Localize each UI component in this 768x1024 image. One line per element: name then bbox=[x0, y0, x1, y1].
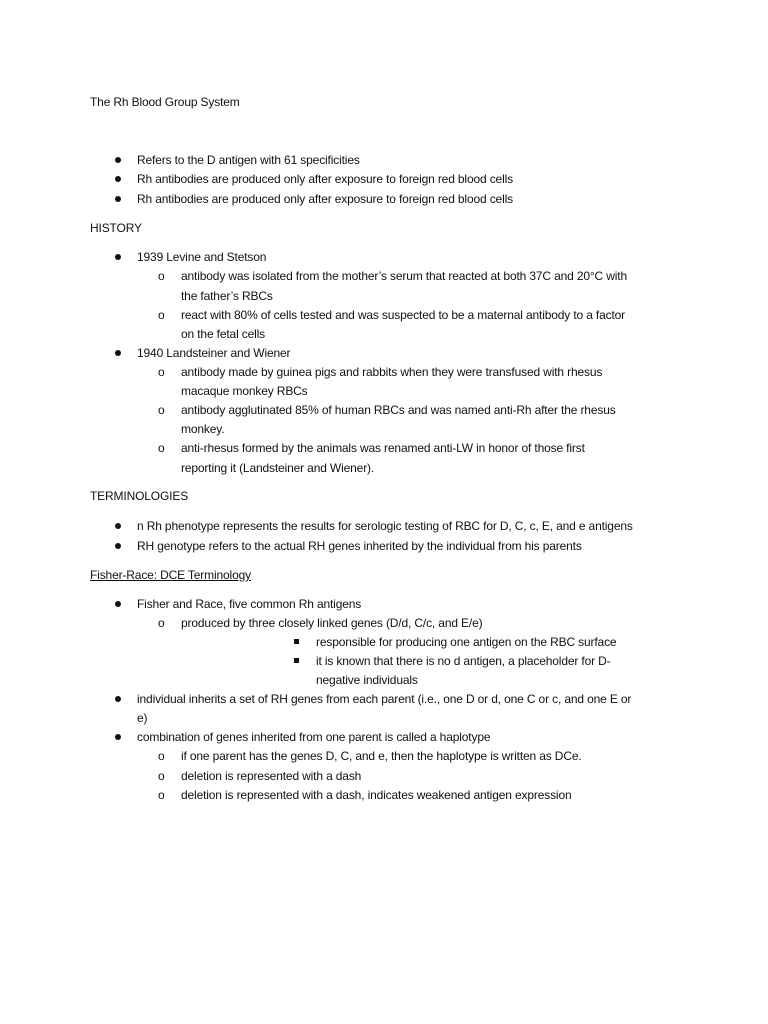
document-title: The Rh Blood Group System bbox=[90, 95, 240, 109]
history-item-1-sub-1: antibody was isolated from the mother’s serum that reacted at both 37C and 20°C with bbox=[181, 269, 628, 283]
history-item-2-sub-2: antibody agglutinated 85% of human RBCs and was named anti-Rh after the rhesus bbox=[181, 403, 616, 417]
bullet-dot bbox=[115, 254, 121, 260]
bullet-dot bbox=[115, 176, 121, 182]
intro-item-3: Rh antibodies are produced only after exposure to foreign red blood cells bbox=[137, 192, 513, 206]
bullet-dot bbox=[115, 601, 121, 607]
terminologies-item-2: RH genotype refers to the actual RH genes inherited by the individual from his parents bbox=[137, 539, 582, 553]
intro-item-1: Refers to the D antigen with 61 specificities bbox=[137, 153, 360, 167]
fisher-item-3-sub-2: deletion is represented with a dash bbox=[181, 769, 362, 783]
history-item-2-sub-1: antibody made by guinea pigs and rabbits when they were transfused with rhesus bbox=[181, 365, 603, 379]
terminologies-heading: TERMINOLOGIES bbox=[90, 489, 189, 503]
fisher-item-1-sub-1-point-2: it is known that there is no d antigen, a placeholder for D- bbox=[316, 654, 611, 668]
bullet-circle-icon: o bbox=[158, 749, 165, 763]
bullet-circle-icon: o bbox=[158, 788, 165, 802]
history-item-1-sub-2-cont: on the fetal cells bbox=[181, 327, 266, 341]
bullet-dot bbox=[115, 523, 121, 529]
bullet-dot bbox=[115, 696, 121, 702]
bullet-circle-icon: o bbox=[158, 308, 165, 322]
bullet-square-icon bbox=[294, 639, 299, 644]
fisher-item-2-cont: e) bbox=[137, 711, 148, 725]
fisher-item-2: individual inherits a set of RH genes from each parent (i.e., one D or d, one C or c, and one E or bbox=[137, 692, 632, 706]
history-item-2: 1940 Landsteiner and Wiener bbox=[137, 346, 291, 360]
intro-item-2: Rh antibodies are produced only after exposure to foreign red blood cells bbox=[137, 172, 513, 186]
bullet-circle-icon: o bbox=[158, 616, 165, 630]
bullet-dot bbox=[115, 350, 121, 356]
fisher-item-3-sub-3: deletion is represented with a dash, indicates weakened antigen expression bbox=[181, 788, 572, 802]
bullet-circle-icon: o bbox=[158, 769, 165, 783]
history-heading: HISTORY bbox=[90, 221, 142, 235]
bullet-dot bbox=[115, 543, 121, 549]
bullet-dot bbox=[115, 196, 121, 202]
fisher-race-heading: Fisher-Race: DCE Terminology bbox=[90, 568, 251, 582]
history-item-1-sub-2: react with 80% of cells tested and was suspected to be a maternal antibody to a factor bbox=[181, 308, 626, 322]
fisher-item-3: combination of genes inherited from one parent is called a haplotype bbox=[137, 730, 491, 744]
bullet-square-icon bbox=[294, 658, 299, 663]
fisher-item-1: Fisher and Race, five common Rh antigens bbox=[137, 597, 362, 611]
history-item-2-sub-2-cont: monkey. bbox=[181, 422, 225, 436]
fisher-item-1-sub-1: produced by three closely linked genes (D/d, C/c, and E/e) bbox=[181, 616, 483, 630]
bullet-dot bbox=[115, 157, 121, 163]
bullet-circle-icon: o bbox=[158, 365, 165, 379]
terminologies-item-1: n Rh phenotype represents the results for serologic testing of RBC for D, C, c, E, and e antigens bbox=[137, 519, 633, 533]
bullet-circle-icon: o bbox=[158, 269, 165, 283]
history-item-2-sub-1-cont: macaque monkey RBCs bbox=[181, 384, 308, 398]
fisher-item-1-sub-1-point-1: responsible for producing one antigen on the RBC surface bbox=[316, 635, 617, 649]
bullet-dot bbox=[115, 734, 121, 740]
history-item-1: 1939 Levine and Stetson bbox=[137, 250, 267, 264]
bullet-circle-icon: o bbox=[158, 441, 165, 455]
fisher-item-1-sub-1-point-2-cont: negative individuals bbox=[316, 673, 418, 687]
history-item-1-sub-1-cont: the father’s RBCs bbox=[181, 289, 273, 303]
history-item-2-sub-3: anti-rhesus formed by the animals was renamed anti-LW in honor of those first bbox=[181, 441, 585, 455]
history-item-2-sub-3-cont: reporting it (Landsteiner and Wiener). bbox=[181, 461, 375, 475]
fisher-item-3-sub-1: if one parent has the genes D, C, and e, then the haplotype is written as DCe. bbox=[181, 749, 582, 763]
bullet-circle-icon: o bbox=[158, 403, 165, 417]
